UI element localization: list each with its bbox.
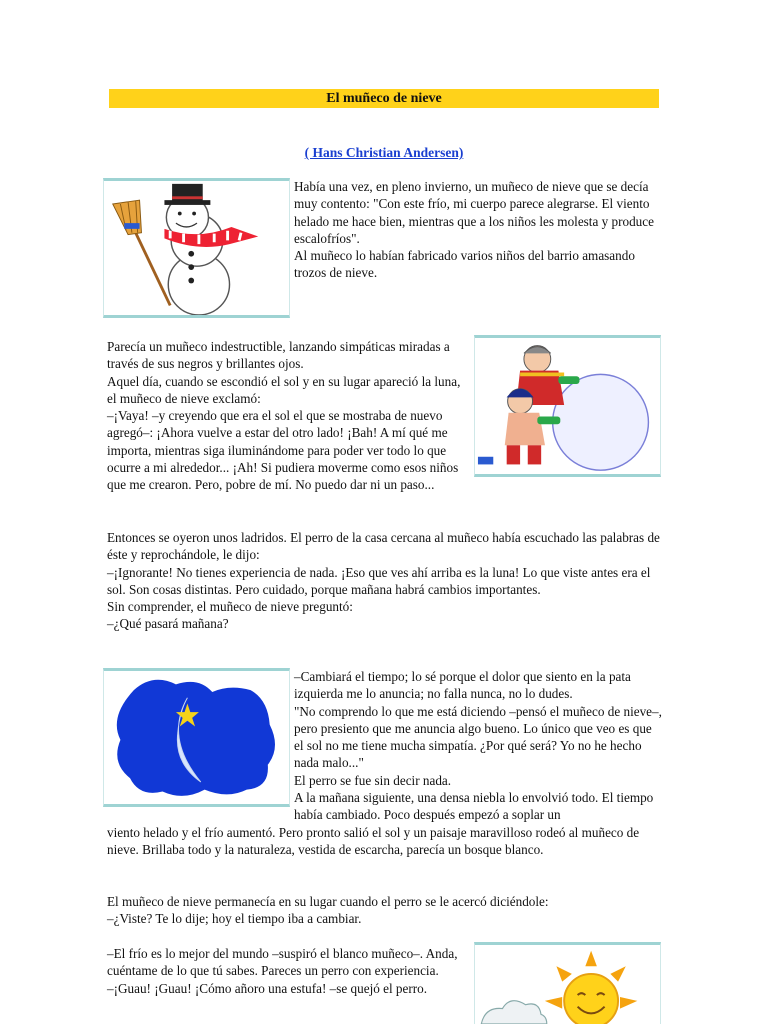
paragraph: viento helado y el frío aumentó. Pero pronto salió el sol y un paisaje maravilloso rodeó al muñeco de nieve. Brillaba todo y la naturaleza, vestida de escarcha, parecía un bosque blanco.	[107, 825, 640, 858]
paragraph: –¡Ignorante! No tienes experiencia de nada. ¡Eso que ves ahí arriba es la luna! Lo que viste antes era el sol. Son cosas distintas. Pero cuidado, porque mañana habrá cambios importantes.	[107, 564, 651, 597]
paragraph: Aquel día, cuando se escondió el sol y en su lugar apareció la luna, el muñeco de nieve exclamó:	[107, 373, 461, 406]
paragraph: –Cambiará el tiempo; lo sé porque el dolor que siento en la pata izquierda me lo anuncia; no falla nunca, no lo dudes.	[294, 669, 631, 702]
paragraph-block-6	[107, 893, 663, 928]
paragraph: El perro se fue sin decir nada.	[294, 772, 452, 788]
paragraph: –¿Qué pasará mañana?	[107, 616, 229, 632]
paragraph-block-2	[107, 338, 471, 494]
paragraph-block-1	[294, 178, 662, 282]
paragraph: –¡Vaya! –y creyendo que era el sol el que se mostraba de nuevo agregó–: ¡Ahora vuelve a estar del otro lado! ¡Bah! A mí qué me importa, mientras siga iluminándome para poder ver todo lo que ocurre a mi alrededor... ¡Ah! Si pudiera moverme como esos niños que me crearon. Pero, pobre de mí. No puedo dar ni un paso...	[107, 408, 459, 493]
paragraph: Sin comprender, el muñeco de nieve preguntó:	[107, 599, 353, 615]
author-link[interactable]: ( Hans Christian Andersen)	[304, 145, 464, 160]
snowman-illustration	[103, 178, 290, 318]
paragraph: Había una vez, en pleno invierno, un muñeco de nieve que se decía muy contento: "Con este frío, mi cuerpo parece alegrarse. El viento helado me hace bien, mientras que a los niños les molesta y produce escalofríos".	[294, 179, 654, 246]
story-title: El muñeco de nieve	[109, 89, 659, 108]
sun-illustration	[474, 942, 661, 1024]
paragraph: "No comprendo lo que me está diciendo –pensó el muñeco de nieve–, pero presiento que me anuncia algo bueno. Lo único que veo es que el sol no me tiene mucha simpatía. ¿Por qué será? Yo no he hecho nada malo..."	[294, 703, 662, 771]
author-line	[0, 145, 768, 161]
paragraph: Al muñeco lo habían fabricado varios niños del barrio amasando trozos de nieve.	[294, 248, 635, 281]
paragraph-block-7	[107, 945, 471, 997]
children-snowball-illustration	[474, 335, 661, 477]
paragraph: –El frío es lo mejor del mundo –suspiró el blanco muñeco–. Anda, cuéntame de lo que tú sabes. Pareces un perro con experiencia.	[107, 946, 458, 979]
paragraph-block-4	[294, 668, 662, 824]
paragraph: A la mañana siguiente, una densa niebla lo envolvió todo. El tiempo había cambiado. Poco después empezó a soplar un	[294, 790, 654, 823]
paragraph: Entonces se oyeron unos ladridos. El perro de la casa cercana al muñeco había escuchado las palabras de éste y reprochándole, le dijo:	[107, 530, 660, 563]
paragraph: Parecía un muñeco indestructible, lanzando simpáticas miradas a través de sus negros y brillantes ojos.	[107, 339, 450, 372]
paragraph: –¡Guau! ¡Guau! ¡Cómo añoro una estufa! –se quejó el perro.	[107, 980, 428, 996]
paragraph: El muñeco de nieve permanecía en su lugar cuando el perro se le acercó diciéndole:	[107, 894, 549, 909]
paragraph: –¿Viste? Te lo dije; hoy el tiempo iba a cambiar.	[107, 911, 362, 927]
paragraph-block-5	[107, 824, 663, 859]
paragraph-block-3	[107, 529, 663, 633]
moon-night-illustration	[103, 668, 290, 807]
